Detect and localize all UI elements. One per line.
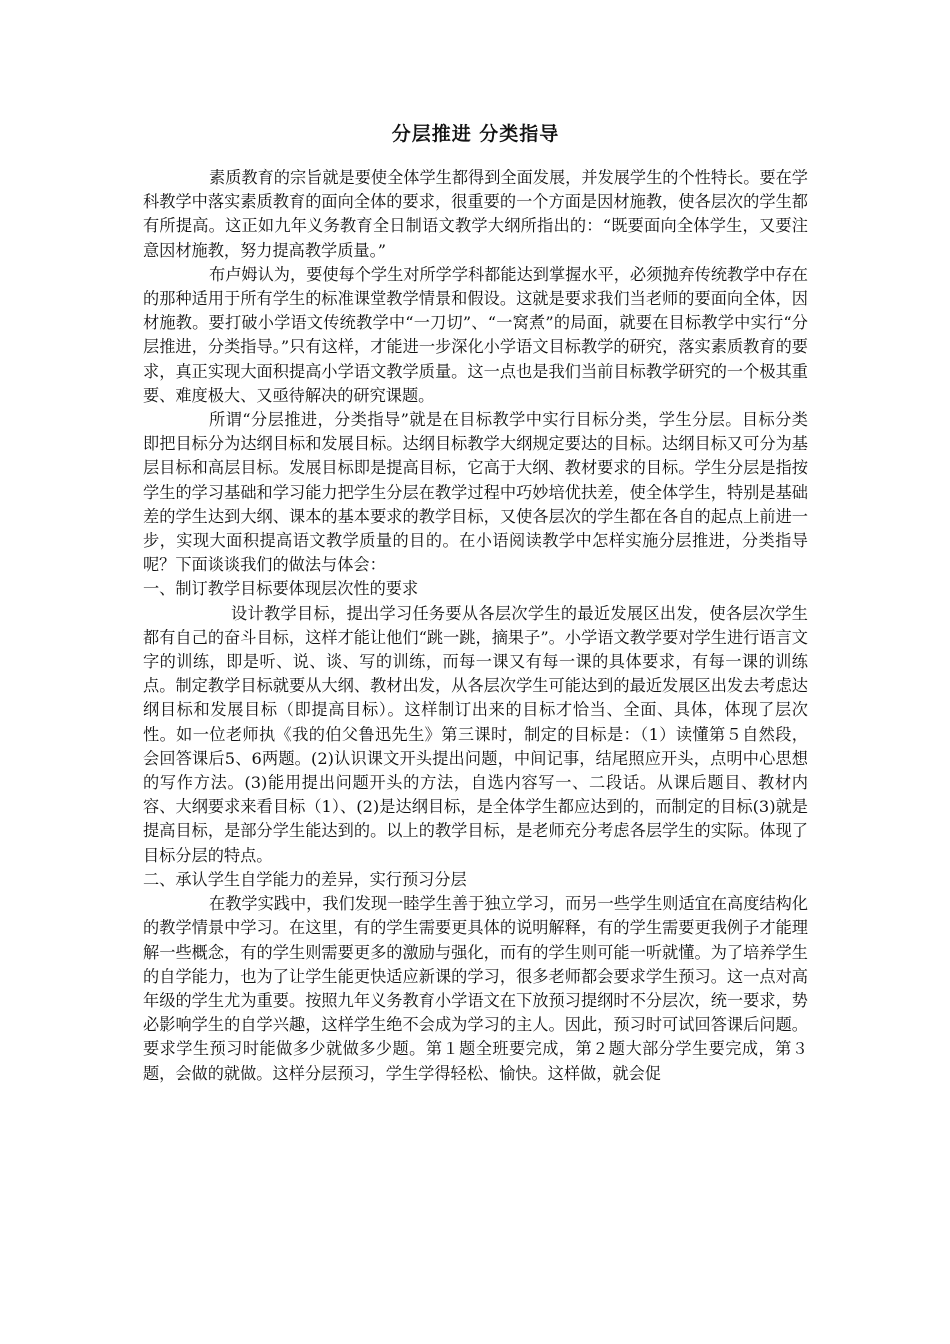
paragraph-3: 所谓“分层推进，分类指导”就是在目标教学中实行目标分类，学生分层。目标分类即把目标分为达纲目标和发展目标。达纲目标教学大纲规定要达的目标。达纲目标又可分为基层目标和高层目标。发展目标即是提高目标，它高于大纲、教材要求的目标。学生分层是指按学生的学习基础和学习能力把学生分层在教学过程中巧妙培优扶差，使全体学生，特别是基础差的学生达到大纲、课本的基本要求的教学目标，又使各层次的学生都在各自的起点上前进一步，实现大面积提高语文教学质量的目的。在小语阅读教学中怎样实施分层推进，分类指导呢？下面谈谈我们的做法与体会： (143, 410, 808, 575)
document-page (143, 120, 808, 1086)
paragraph-1: 素质教育的宗旨就是要使全体学生都得到全面发展，并发展学生的个性特长。要在学科教学中落实素质教育的面向全体的要求，很重要的一个方面是因材施教，使各层次的学生都有所提高。这正如九年义务教育全日制语文教学大纲所指出的：“既要面向全体学生，又要注意因材施教，努力提高教学质量。” (143, 168, 808, 260)
paragraph-2: 布卢姆认为，要使每个学生对所学学科都能达到掌握水平，必须抛弃传统教学中存在的那种适用于所有学生的标准课堂教学情景和假设。这就是要求我们当老师的要面向全体，因材施教。要打破小学语文传统教学中“一刀切”、“一窝煮”的局面，就要在目标教学中实行“分层推进，分类指导。”只有这样，才能进一步深化小学语文目标教学的研究，落实素质教育的要求，真正实现大面积提高小学语文教学质量。这一点也是我们当前目标教学研究的一个极其重要、难度极大、又亟待解决的研究课题。 (143, 264, 808, 405)
document-title: 分层推进 分类指导 (391, 123, 560, 145)
section-2-paragraph: 在教学实践中，我们发现一睦学生善于独立学习，而另一些学生则适宜在高度结构化的教学情景中学习。在这里，有的学生需要更具体的说明解释，有的学生需要更我例子才能理解一些概念，有的学生则需要更多的激励与强化，而有的学生则可能一听就懂。为了培养学生的自学能力，也为了让学生能更快适应新课的学习，很多老师都会要求学生预习。这一点对高年级的学生尤为重要。按照九年义务教育小学语文在下放预习提纲时不分层次，统一要求，势必影响学生的自学兴趣，这样学生绝不会成为学习的主人。因此，预习时可试回答课后问题。要求学生预习时能做多少就做多少题。第１题全班要完成，第２题大部分学生要完成，第３题，会做的就做。这样分层预习，学生学得轻松、愉快。这样做，就会促 (143, 894, 808, 1083)
section-1-heading: 一、制订教学目标要体现层次性的要求 (143, 579, 419, 599)
section-1-paragraph: 设计教学目标，提出学习任务要从各层次学生的最近发展区出发，使各层次学生都有自己的奋斗目标，这样才能让他们“跳一跳，摘果子”。小学语文教学要对学生进行语言文字的训练，即是听、说、谈、写的训练，而每一课又有每一课的具体要求，有每一课的训练点。制定教学目标就要从大纲、教材出发，从各层次学生可能达到的最近发展区出发去考虑达纲目标和发展目标（即提高目标）。这样制订出来的目标才恰当、全面、具体，体现了层次性。如一位老师执《我的伯父鲁迅先生》第三课时，制定的目标是：（1）读懂第５自然段，会回答课后5、6两题。(2)认识课文开头提出问题，中间记事，结尾照应开头，点明中心思想的写作方法。(3)能用提出问题开头的方法，自选内容写一、二段话。从课后题目、教材内容、大纲要求来看目标（1）、(2)是达纲目标，是全体学生都应达到的，而制定的目标(3)就是提高目标，是部分学生能达到的。以上的教学目标，是老师充分考虑各层学生的实际。体现了目标分层的特点。 (143, 603, 808, 865)
section-2-heading: 二、承认学生自学能力的差异，实行预习分层 (143, 869, 467, 889)
